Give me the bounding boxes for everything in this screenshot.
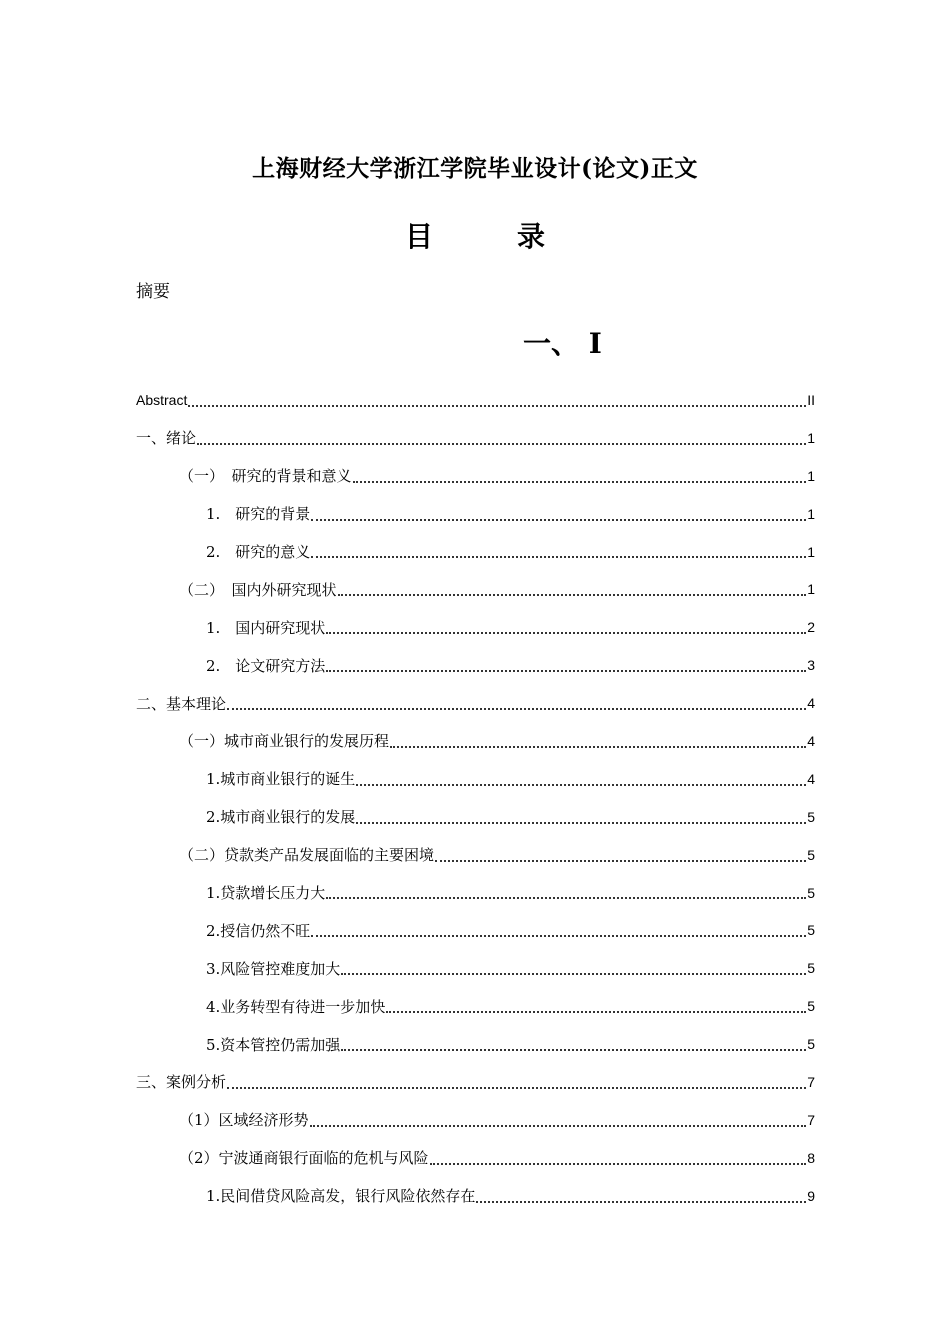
toc-entry-label: （1）区域经济形势 [179, 1111, 309, 1130]
toc-entry[interactable] [136, 1177, 815, 1215]
toc-dot-leader [310, 1124, 807, 1127]
toc-dot-leader [430, 1162, 807, 1165]
toc-page-number: 1 [807, 543, 815, 560]
toc-page-number: 5 [807, 1036, 815, 1053]
toc-page-number: 5 [807, 998, 815, 1015]
toc-page-number: 2 [807, 619, 815, 636]
section-heading: 一、 I [523, 327, 602, 360]
toc-page-number: 1 [807, 467, 815, 484]
toc-entry[interactable] [136, 722, 815, 760]
toc-dot-leader [311, 555, 806, 558]
toc-page-number: 4 [807, 770, 815, 787]
toc-dot-leader [353, 480, 807, 483]
toc-entry[interactable] [136, 608, 815, 646]
toc-page-number: 7 [807, 1073, 815, 1090]
document-title: 上海财经大学浙江学院毕业设计(论文)正文 [252, 155, 698, 182]
toc-dot-leader [227, 1086, 806, 1089]
toc-heading: 目 录 [404, 220, 573, 253]
toc-entry[interactable] [136, 684, 815, 722]
toc-dot-leader [311, 934, 806, 937]
toc-dot-leader [435, 859, 806, 862]
toc-entry-label: 二、基本理论 [136, 694, 227, 713]
toc-entry-label: 2. 论文研究方法 [206, 656, 326, 675]
toc-entry-label: 三、案例分析 [136, 1073, 227, 1092]
toc-page-number: 5 [807, 960, 815, 977]
toc-entry[interactable] [136, 987, 815, 1025]
toc-entry-label: （二） 国内外研究现状 [179, 580, 337, 599]
toc-page-number: 3 [807, 657, 815, 674]
toc-dot-leader [356, 821, 806, 824]
toc-entry-label: （一）城市商业银行的发展历程 [179, 732, 390, 751]
toc-page-number: 9 [807, 1187, 815, 1204]
toc-page-number: 5 [807, 846, 815, 863]
toc-page-number: 1 [807, 581, 815, 598]
toc-entry[interactable] [136, 911, 815, 949]
toc-page-number: 5 [807, 884, 815, 901]
toc-page-number: 8 [807, 1149, 815, 1166]
toc-dot-leader [197, 442, 806, 445]
toc-page-number: 4 [807, 695, 815, 712]
toc-page-number: II [807, 391, 815, 408]
toc-entry-label: 2.授信仍然不旺 [206, 921, 311, 940]
table-of-contents [136, 381, 815, 1215]
toc-entry[interactable] [136, 381, 815, 419]
toc-entry-label: 1.民间借贷风险高发，银行风险依然存在 [206, 1187, 476, 1206]
toc-dot-leader [326, 669, 806, 672]
toc-entry[interactable] [136, 1063, 815, 1101]
toc-entry[interactable] [136, 570, 815, 608]
toc-entry[interactable] [136, 798, 815, 836]
toc-entry[interactable] [136, 836, 815, 874]
toc-entry-label: （2）宁波通商银行面临的危机与风险 [179, 1149, 429, 1168]
toc-entry[interactable] [136, 533, 815, 571]
toc-page-number: 1 [807, 429, 815, 446]
toc-dot-leader [341, 972, 806, 975]
toc-dot-leader [341, 1048, 806, 1051]
toc-entry-label: 1. 研究的背景 [206, 505, 311, 524]
toc-entry-label: 4.业务转型有待进一步加快 [206, 997, 386, 1016]
toc-entry-label: 5.资本管控仍需加强 [206, 1035, 341, 1054]
toc-dot-leader [311, 518, 806, 521]
toc-entry[interactable] [136, 1139, 815, 1177]
toc-entry[interactable] [136, 874, 815, 912]
toc-entry[interactable] [136, 760, 815, 798]
toc-entry-label: 3.风险管控难度加大 [206, 959, 341, 978]
toc-dot-leader [386, 1010, 806, 1013]
toc-dot-leader [356, 783, 806, 786]
toc-entry[interactable] [136, 1101, 815, 1139]
toc-entry-label: （二）贷款类产品发展面临的主要困境 [179, 846, 435, 865]
toc-dot-leader [390, 745, 806, 748]
toc-entry[interactable] [136, 419, 815, 457]
toc-entry[interactable] [136, 495, 815, 533]
toc-entry[interactable] [136, 646, 815, 684]
toc-entry[interactable] [136, 949, 815, 987]
toc-dot-leader [338, 593, 807, 596]
toc-dot-leader [326, 631, 806, 634]
toc-dot-leader [227, 707, 806, 710]
toc-page-number: 7 [807, 1111, 815, 1128]
toc-page-number: 5 [807, 808, 815, 825]
toc-entry[interactable] [136, 457, 815, 495]
toc-page-number: 1 [807, 505, 815, 522]
toc-page-number: 5 [807, 922, 815, 939]
toc-entry-label: 1.贷款增长压力大 [206, 884, 326, 903]
toc-page-number: 4 [807, 732, 815, 749]
toc-entry-label: 2.城市商业银行的发展 [206, 808, 356, 827]
toc-entry-label: （一） 研究的背景和意义 [179, 467, 352, 486]
abstract-heading: 摘要 [136, 282, 170, 302]
toc-entry-label: 一、绪论 [136, 429, 197, 448]
toc-dot-leader [326, 896, 806, 899]
toc-entry-label: Abstract [136, 391, 188, 408]
toc-entry-label: 1.城市商业银行的诞生 [206, 770, 356, 789]
toc-entry-label: 1. 国内研究现状 [206, 618, 326, 637]
toc-dot-leader [188, 404, 806, 407]
toc-entry[interactable] [136, 1025, 815, 1063]
toc-entry-label: 2. 研究的意义 [206, 543, 311, 561]
toc-dot-leader [476, 1200, 806, 1203]
